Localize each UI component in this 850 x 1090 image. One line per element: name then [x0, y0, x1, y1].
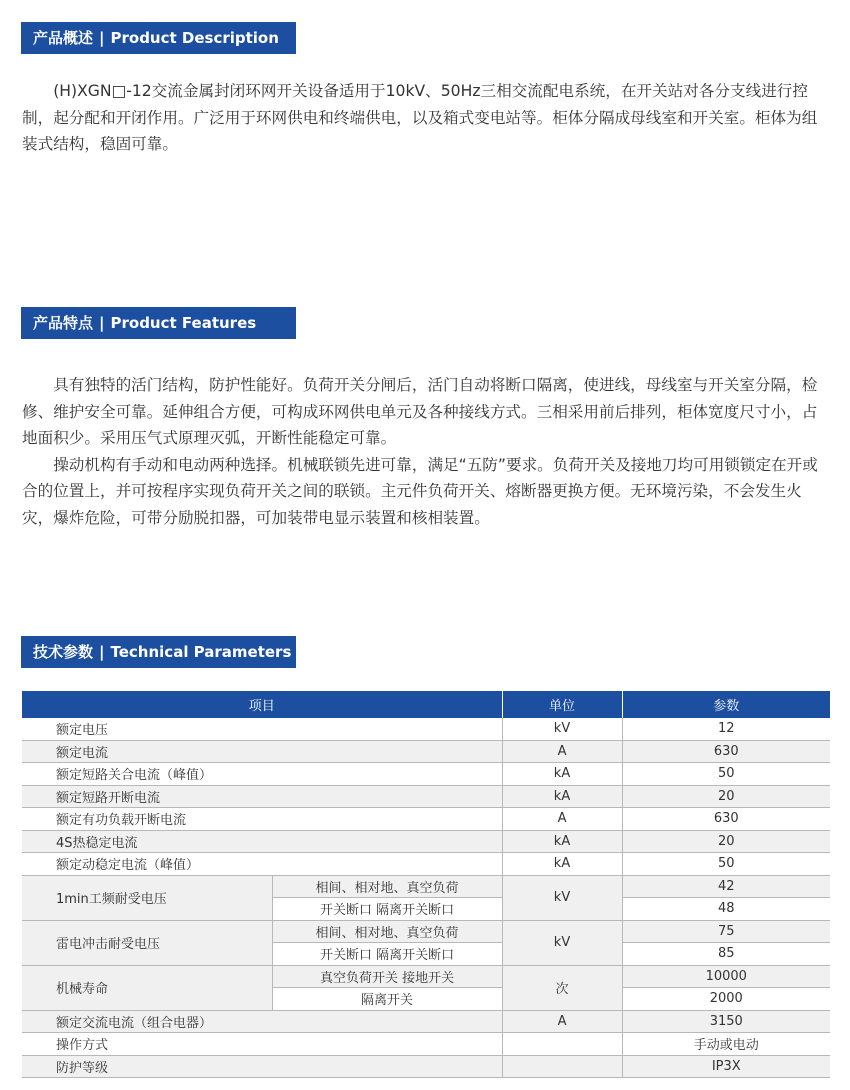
description-paragraph — [22, 78, 832, 158]
table-row — [22, 920, 830, 943]
param-condition: 隔离开关 — [272, 988, 502, 1011]
param-unit: kA — [502, 785, 622, 808]
param-name: 雷电冲击耐受电压 — [22, 920, 272, 965]
param-name: 额定短路关合电流（峰值） — [22, 763, 502, 786]
section-separator: | — [99, 643, 105, 661]
param-value: 630 — [622, 808, 830, 831]
param-name: 机械寿命 — [22, 965, 272, 1010]
table-row — [22, 1055, 830, 1078]
description-text: (H)XGN□-12交流金属封闭环网开关设备适用于10kV、50Hz三相交流配电系统，在开关站对各分支线进行控制，起分配和开闭作用。广泛用于环网供电和终端供电，以及箱式变电站等。柜体分隔成母线室和开关室。柜体为组装式结构，稳固可靠。 — [22, 82, 818, 153]
technical-parameters-table — [22, 691, 830, 1078]
table-row — [22, 763, 830, 786]
table-row — [22, 965, 830, 988]
param-name: 额定有功负载开断电流 — [22, 808, 502, 831]
section-header-parameters — [21, 636, 296, 668]
param-value: 2000 — [622, 988, 830, 1011]
param-value: 3150 — [622, 1010, 830, 1033]
section-title-zh: 技术参数 — [33, 643, 94, 661]
param-unit: 次 — [502, 965, 622, 1010]
section-header-features — [21, 307, 296, 339]
param-name: 额定交流电流（组合电器） — [22, 1010, 502, 1033]
table-row — [22, 740, 830, 763]
param-name: 操作方式 — [22, 1033, 502, 1056]
param-value: 85 — [622, 943, 830, 966]
section-separator: | — [99, 29, 105, 47]
param-name: 额定动稳定电流（峰值） — [22, 853, 502, 876]
header-unit: 单位 — [502, 691, 622, 718]
param-name: 额定短路开断电流 — [22, 785, 502, 808]
param-unit — [502, 1033, 622, 1056]
param-condition: 相间、相对地、真空负荷 — [272, 920, 502, 943]
section-header-description — [21, 22, 296, 54]
table-header-row — [22, 691, 830, 718]
param-unit — [502, 1055, 622, 1078]
param-value: 20 — [622, 785, 830, 808]
param-condition: 开关断口 隔离开关断口 — [272, 943, 502, 966]
param-value: 20 — [622, 830, 830, 853]
param-unit: kA — [502, 853, 622, 876]
section-separator: | — [99, 314, 105, 332]
param-unit: kV — [502, 718, 622, 740]
param-value: 手动或电动 — [622, 1033, 830, 1056]
features-text-1: 具有独特的活门结构，防护性能好。负荷开关分闸后，活门自动将断口隔离，使进线，母线室与开关室分隔，检修、维护安全可靠。延伸组合方便，可构成环网供电单元及各种接线方式。三相采用前后排列，柜体宽度尺寸小，占地面积少。采用压气式原理灭弧，开断性能稳定可靠。 — [22, 376, 818, 447]
param-value: 12 — [622, 718, 830, 740]
section-title-zh: 产品概述 — [33, 29, 94, 47]
section-title-en: Product Features — [110, 314, 257, 332]
param-value: 50 — [622, 853, 830, 876]
param-unit: kA — [502, 763, 622, 786]
param-value: 50 — [622, 763, 830, 786]
table-row — [22, 875, 830, 898]
param-value: 42 — [622, 875, 830, 898]
table-row — [22, 785, 830, 808]
param-value: 10000 — [622, 965, 830, 988]
param-unit: kV — [502, 920, 622, 965]
param-value: 48 — [622, 898, 830, 921]
features-paragraphs — [22, 372, 832, 531]
table-row — [22, 853, 830, 876]
section-title-zh: 产品特点 — [33, 314, 94, 332]
table-row — [22, 1010, 830, 1033]
table-row — [22, 830, 830, 853]
param-condition: 真空负荷开关 接地开关 — [272, 965, 502, 988]
param-condition: 相间、相对地、真空负荷 — [272, 875, 502, 898]
param-unit: A — [502, 1010, 622, 1033]
param-unit: kA — [502, 830, 622, 853]
header-value: 参数 — [622, 691, 830, 718]
param-unit: kV — [502, 875, 622, 920]
section-title-en: Product Description — [110, 29, 279, 47]
param-unit: A — [502, 808, 622, 831]
table-row — [22, 808, 830, 831]
param-name: 1min工频耐受电压 — [22, 875, 272, 920]
section-title-en: Technical Parameters — [110, 643, 292, 661]
param-unit: A — [502, 740, 622, 763]
header-item: 项目 — [22, 691, 502, 718]
param-condition: 开关断口 隔离开关断口 — [272, 898, 502, 921]
param-value: IP3X — [622, 1055, 830, 1078]
param-name: 额定电流 — [22, 740, 502, 763]
table-row — [22, 718, 830, 740]
features-text-2: 操动机构有手动和电动两种选择。机械联锁先进可靠，满足“五防”要求。负荷开关及接地刀均可用锁锁定在开或合的位置上，并可按程序实现负荷开关之间的联锁。主元件负荷开关、熔断器更换方便。无环境污染，不会发生火灾，爆炸危险，可带分励脱扣器，可加装带电显示装置和核相装置。 — [22, 455, 818, 527]
param-name: 额定电压 — [22, 718, 502, 740]
param-value: 75 — [622, 920, 830, 943]
table-row — [22, 1033, 830, 1056]
param-value: 630 — [622, 740, 830, 763]
param-name: 防护等级 — [22, 1055, 502, 1078]
param-name: 4S热稳定电流 — [22, 830, 502, 853]
